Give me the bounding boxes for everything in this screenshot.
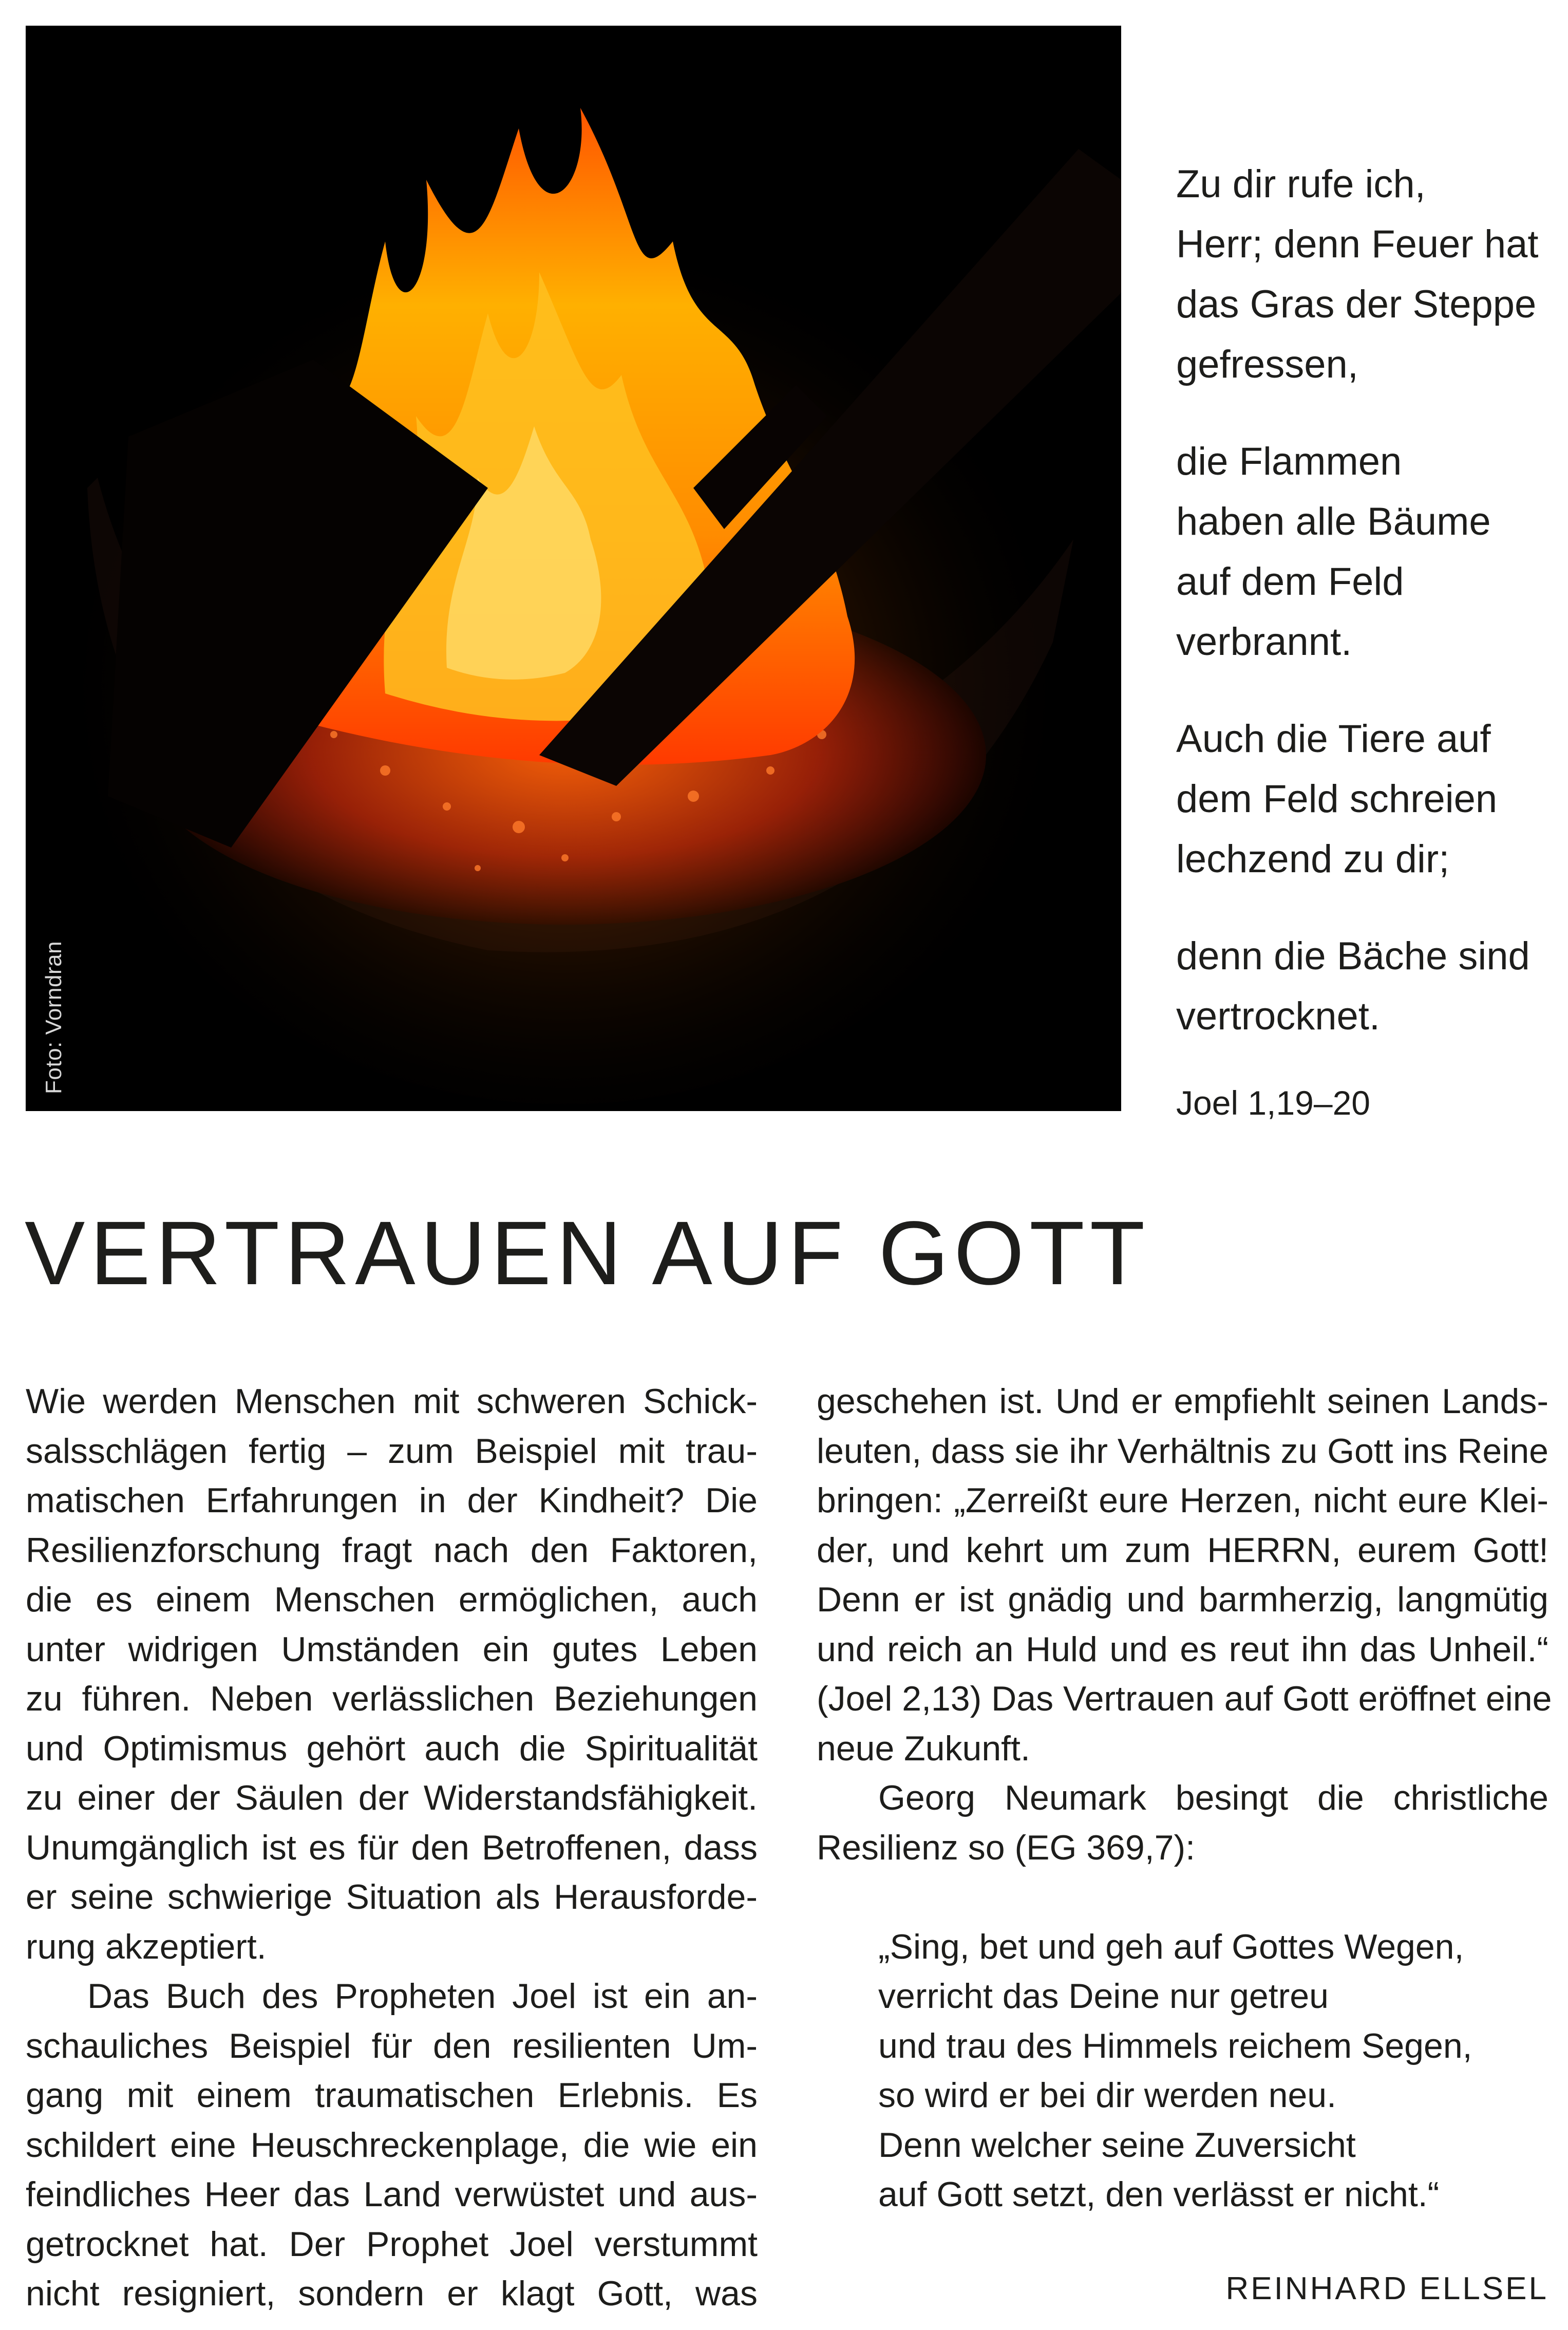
verse-line: haben alle Bäume (1176, 500, 1491, 543)
body-line: Georg Neumark besingt die christliche (878, 1778, 1548, 1817)
verse-stanza (1176, 926, 1556, 1046)
body-line: matischen Erfahrungen in der Kindheit? Die (26, 1481, 758, 1520)
verse-line: auf dem Feld (1176, 560, 1404, 604)
hymn-line: „Sing, bet und geh auf Gottes Wegen, (878, 1927, 1464, 1966)
body-line: Unumgänglich ist es für den Betroffenen, dass (26, 1828, 758, 1867)
verse-stanza (1176, 709, 1556, 889)
verse-line: vertrocknet. (1176, 994, 1381, 1038)
body-line: Resilienz so (EG 369,7): (817, 1828, 1195, 1867)
body-line: Denn er ist gnädig und barmherzig, langmütig (817, 1580, 1548, 1619)
body-line: der, und kehrt um zum HERRN, eurem Gott! (817, 1530, 1548, 1570)
body-line: unter widrigen Umständen ein gutes Leben (26, 1629, 758, 1669)
verse-line: dem Feld schreien (1176, 777, 1498, 821)
body-line: Das Buch des Propheten Joel ist ein an- (87, 1977, 758, 2016)
body-line: zu einer der Säulen der Widerstandsfähigkeit. (26, 1778, 758, 1817)
verse-line: Auch die Tiere auf (1176, 717, 1491, 761)
verse-line: gefressen, (1176, 343, 1358, 386)
fire-photo (26, 26, 1121, 1111)
body-line: feindliches Heer das Land verwüstet und aus- (26, 2175, 758, 2214)
verse-line: Herr; denn Feuer hat (1176, 222, 1539, 266)
body-line: salsschlägen fertig – zum Beispiel mit trau- (26, 1431, 758, 1471)
hymn-quote (817, 1922, 1548, 2220)
verse-stanza (1176, 431, 1556, 672)
body-line: rung akzeptiert. (26, 1927, 267, 1966)
body-line: schauliches Beispiel für den resilienten Um- (26, 2026, 758, 2065)
body-line: bringen: „Zerreißt eure Herzen, nicht eure Klei- (817, 1481, 1548, 1520)
body-line: und Optimismus gehört auch die Spiritualität (26, 1728, 758, 1768)
scripture-quote (1176, 154, 1556, 1133)
verse-line: die Flammen (1176, 440, 1402, 483)
body-column-left (26, 1377, 758, 2319)
body-line: geschehen ist. Und er empfiehlt seinen Lands- (817, 1382, 1548, 1421)
body-line: Resilienzforschung fragt nach den Faktoren, (26, 1530, 758, 1570)
hymn-line: Denn welcher seine Zuversicht (878, 2125, 1356, 2165)
hymn-line: so wird er bei dir werden neu. (878, 2076, 1337, 2115)
hymn-line: verricht das Deine nur getreu (878, 1977, 1329, 2016)
hymn-line: auf Gott setzt, den verlässt er nicht.“ (878, 2175, 1440, 2214)
body-line: die es einem Menschen ermöglichen, auch (26, 1580, 758, 1619)
article-title: VERTRAUEN AUF GOTT (25, 1203, 1150, 1304)
body-line: Wie werden Menschen mit schweren Schick- (26, 1382, 758, 1421)
body-line: (Joel 2,13) Das Vertrauen auf Gott eröffnet eine (817, 1679, 1552, 1718)
author-name: REINHARD ELLSEL (1225, 2271, 1548, 2306)
hymn-line: und trau des Himmels reichem Segen, (878, 2026, 1472, 2065)
verse-line: denn die Bäche sind (1176, 934, 1530, 978)
verse-reference: Joel 1,19–20 (1176, 1084, 1370, 1122)
verse-line: Zu dir rufe ich, (1176, 162, 1426, 206)
verse-line: verbrannt. (1176, 620, 1352, 664)
verse-line: das Gras der Steppe (1176, 283, 1537, 326)
body-line: neue Zukunft. (817, 1728, 1030, 1768)
photo-credit: Foto: Vorndran (41, 941, 66, 1094)
body-line: nicht resigniert, sondern er klagt Gott, was (26, 2274, 758, 2313)
body-line: und reich an Huld und es reut ihn das Unheil.“ (817, 1629, 1548, 1669)
body-line: getrocknet hat. Der Prophet Joel verstummt (26, 2224, 758, 2264)
verse-line: lechzend zu dir; (1176, 837, 1450, 881)
body-column-right (817, 1377, 1552, 2220)
body-line: zu führen. Neben verlässlichen Beziehungen (26, 1679, 758, 1718)
body-line: gang mit einem traumatischen Erlebnis. Es (26, 2076, 758, 2115)
body-line: er seine schwierige Situation als Herausforde- (26, 1877, 758, 1916)
body-line: leuten, dass sie ihr Verhältnis zu Gott ins Reine (817, 1431, 1548, 1471)
body-line: schildert eine Heuschreckenplage, die wie ein (26, 2125, 758, 2165)
fire-bowl-photo-icon (26, 26, 1121, 1111)
verse-stanza (1176, 154, 1556, 394)
